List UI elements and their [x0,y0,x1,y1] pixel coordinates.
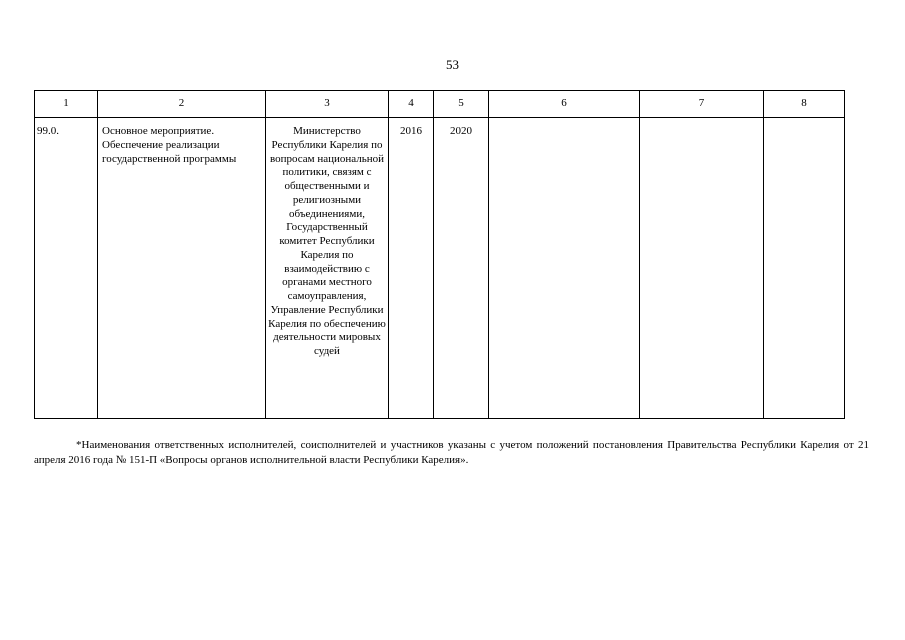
column-7-cell [640,118,764,419]
column-6-cell [489,118,640,419]
column-header: 1 [35,91,98,118]
start-year-cell: 2016 [389,118,434,419]
program-table [34,90,845,419]
column-header: 8 [764,91,845,118]
page-number: 53 [446,57,459,72]
measure-name-cell: Основное мероприятие. Обеспечение реализации государственной программы [98,118,266,419]
table-row [35,118,845,419]
footnote: *Наименования ответственных исполнителей, соисполнителей и участников указаны с учетом положений постановления Правительства Республики Карелия от 21 апреля 2016 года № 151-П «Вопросы органов исполнительной власти Республики Карелия». [34,439,869,466]
end-year-cell: 2020 [434,118,489,419]
column-header: 5 [434,91,489,118]
table-header-row [35,91,845,118]
measure-code-cell: 99.0. [35,118,98,419]
responsible-executor-cell: Министерство Республики Карелия по вопросам национальной политики, связям с общественными и религиозными объединениями, Государственный комитет Республики Карелия по взаимодействию с органами местного самоуправления, Управление Республики Карелия по обеспечению деятельности мировых судей [266,118,389,419]
column-header: 7 [640,91,764,118]
column-header: 3 [266,91,389,118]
column-header: 4 [389,91,434,118]
column-header: 2 [98,91,266,118]
column-8-cell [764,118,845,419]
column-header: 6 [489,91,640,118]
